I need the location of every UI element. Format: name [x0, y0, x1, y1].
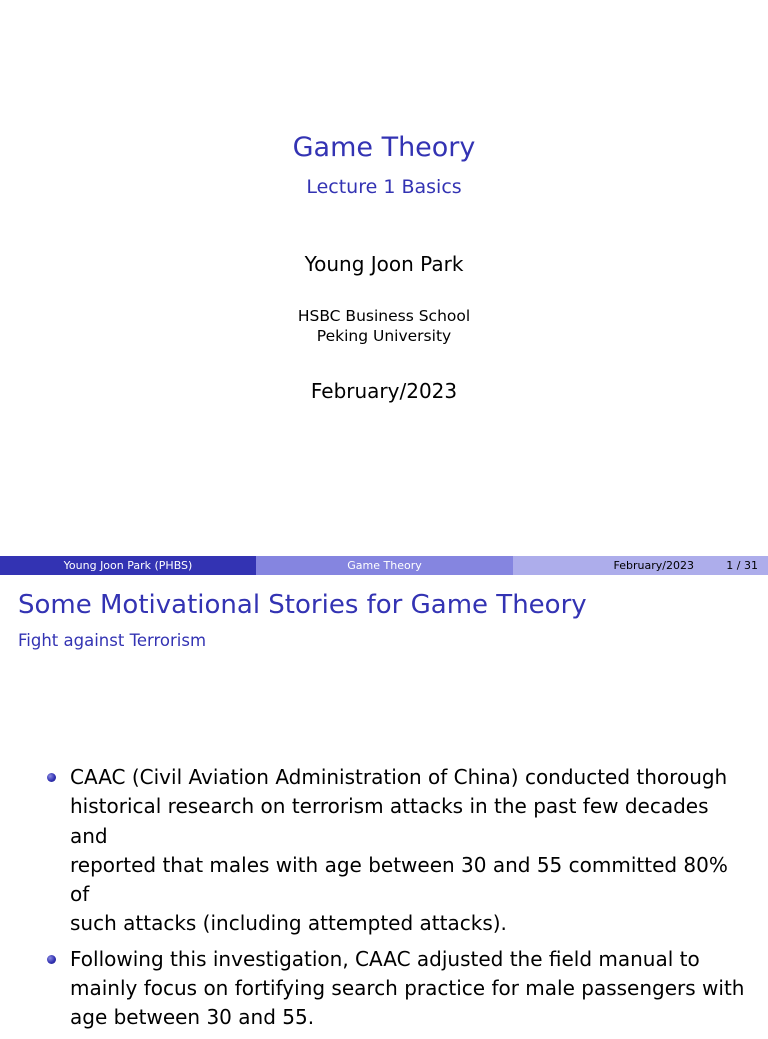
- institute-line-1: HSBC Business School: [297, 307, 471, 325]
- footline: [0, 556, 768, 575]
- footline-date: February/2023: [613, 559, 694, 572]
- institute-line-2: Peking University: [316, 327, 452, 345]
- bullet-line: mainly focus on fortifying search practice for male passengers with: [70, 976, 745, 1001]
- footline-page-number: 1 / 31: [726, 559, 758, 572]
- bullet-line: reported that males with age between 30 and 55 committed 80% of: [70, 852, 728, 907]
- bullet-item: [46, 945, 746, 1033]
- bullet-dot-icon: [47, 955, 56, 964]
- footline-right: [513, 556, 768, 575]
- bullet-dot-icon: [47, 773, 56, 782]
- presentation-subtitle: Lecture 1 Basics: [306, 176, 462, 198]
- bullet-line: Following this investigation, CAAC adjusted the field manual to: [70, 946, 700, 971]
- frame-title: Some Motivational Stories for Game Theory: [18, 590, 587, 620]
- bullet-line: historical research on terrorism attacks in the past few decades and: [70, 794, 709, 848]
- author-name: Young Joon Park: [304, 252, 464, 276]
- presentation-title: Game Theory: [292, 132, 476, 163]
- bullet-item: [46, 763, 746, 939]
- footline-author: Young Joon Park (PHBS): [0, 556, 256, 575]
- bullet-line: age between 30 and 55.: [70, 1005, 315, 1030]
- bullet-line: such attacks (including attempted attacks).: [70, 911, 507, 936]
- footline-title: Game Theory: [256, 556, 513, 575]
- content-slide: [0, 575, 768, 1030]
- presentation-date: February/2023: [310, 379, 458, 403]
- bullet-list: [46, 763, 746, 1039]
- bullet-line: CAAC (Civil Aviation Administration of China) conducted thorough: [70, 765, 728, 789]
- frame-subtitle: Fight against Terrorism: [18, 631, 207, 650]
